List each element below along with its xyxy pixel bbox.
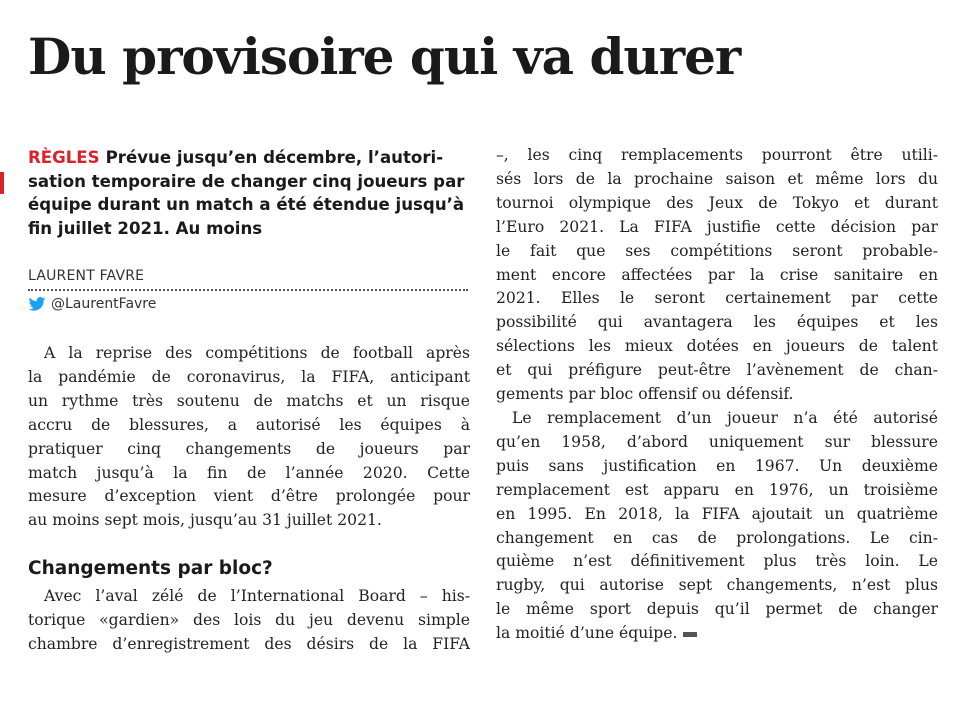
lede-line: équipe durant un match a été étendue jusqu’à — [28, 195, 465, 214]
lede-line: RÈGLES Prévue jusqu’en décembre, l’autori- — [28, 148, 444, 167]
text-line: l’Euro 2021. La FIFA justifie cette décision par — [496, 217, 938, 236]
text-line: gements par bloc offensif ou défensif. — [496, 385, 794, 404]
text-line: sélections les mieux dotées en joueurs de talent — [496, 337, 938, 356]
text-line: la pandémie de coronavirus, la FIFA, anticipant — [28, 367, 470, 386]
text-line: qu’en 1958, d’abord uniquement sur blessure — [496, 432, 938, 451]
section-tag: RÈGLES — [28, 148, 100, 167]
text-line: en 1995. En 2018, la FIFA ajoutait un quatrième — [496, 504, 938, 523]
text-line — [496, 622, 938, 646]
text-line: mesure d’exception vient d’être prolongée pour — [28, 487, 470, 506]
side-accent-mark — [0, 172, 4, 194]
text-line: au moins sept mois, jusqu’au 31 juillet 2021. — [28, 511, 382, 530]
final-line-text: la moitié d’une équipe. — [496, 624, 678, 643]
text-line: –, les cinq remplacements pourront être utili- — [496, 146, 938, 164]
text-line: A la reprise des compétitions de football après — [44, 344, 470, 362]
text-line: chambre d’enregistrement des désirs de la FIFA — [28, 634, 470, 653]
text-line: tournoi olympique des Jeux de Tokyo et durant — [496, 193, 938, 212]
text-line: pratiquer cinq changements de joueurs par — [28, 439, 470, 458]
text-line: le fait que ses compétitions seront probable- — [496, 241, 938, 260]
text-line: et qui préfigure peut-être l’avènement de chan- — [496, 361, 938, 380]
text-line: puis sans justification en 1967. Un deuxième — [496, 456, 938, 475]
text-line: sés lors de la prochaine saison et même lors du — [496, 169, 938, 188]
twitter-handle[interactable]: @LaurentFavre — [51, 296, 157, 312]
text-line: Le remplacement d’un joueur n’a été autorisé — [512, 408, 938, 427]
intro-paragraph — [28, 342, 470, 533]
text-line: possibilité qui avantagera les équipes et les — [496, 313, 938, 332]
byline — [28, 266, 468, 314]
text-line: match jusqu’à la fin de l’année 2020. Cette — [28, 463, 470, 482]
text-line: ment encore affectées par la crise sanitaire en — [496, 265, 938, 284]
text-line: quième n’est définitivement plus très loin. Le — [496, 552, 938, 571]
lede — [28, 146, 470, 240]
text-line: un rythme très soutenu de matchs et un risque — [28, 391, 470, 410]
lede-line: sation temporaire de changer cinq joueurs par — [28, 171, 465, 191]
text-line: remplacement est apparu en 1976, un troisième — [496, 480, 938, 499]
text-line: le même sport depuis qu’il permet de changer — [496, 600, 938, 619]
text-line: rugby, qui autorise sept changements, n’est plus — [496, 576, 938, 595]
text-line: 2021. Elles le seront certainement par cette — [496, 289, 938, 308]
twitter-handle-row[interactable] — [28, 294, 468, 314]
text-line: Avec l’aval zélé de l’International Board – his- — [44, 587, 470, 605]
subheading: Changements par bloc? — [28, 558, 273, 579]
headline: Du provisoire qui va durer — [28, 27, 741, 86]
lede-line: fin juillet 2021. Au moins — [28, 218, 263, 238]
twitter-icon — [28, 297, 46, 311]
right-column — [496, 144, 938, 646]
author-name: LAURENT FAVRE — [28, 268, 145, 284]
byline-divider — [28, 289, 468, 291]
text-line: changement en cas de prolongations. Le cin- — [496, 528, 938, 547]
section2-paragraph — [28, 585, 470, 657]
text-line: accru de blessures, a autorisé les équipes à — [28, 415, 470, 434]
end-of-article-mark — [683, 632, 697, 637]
text-line: torique «gardien» des lois du jeu devenu simple — [28, 610, 470, 629]
